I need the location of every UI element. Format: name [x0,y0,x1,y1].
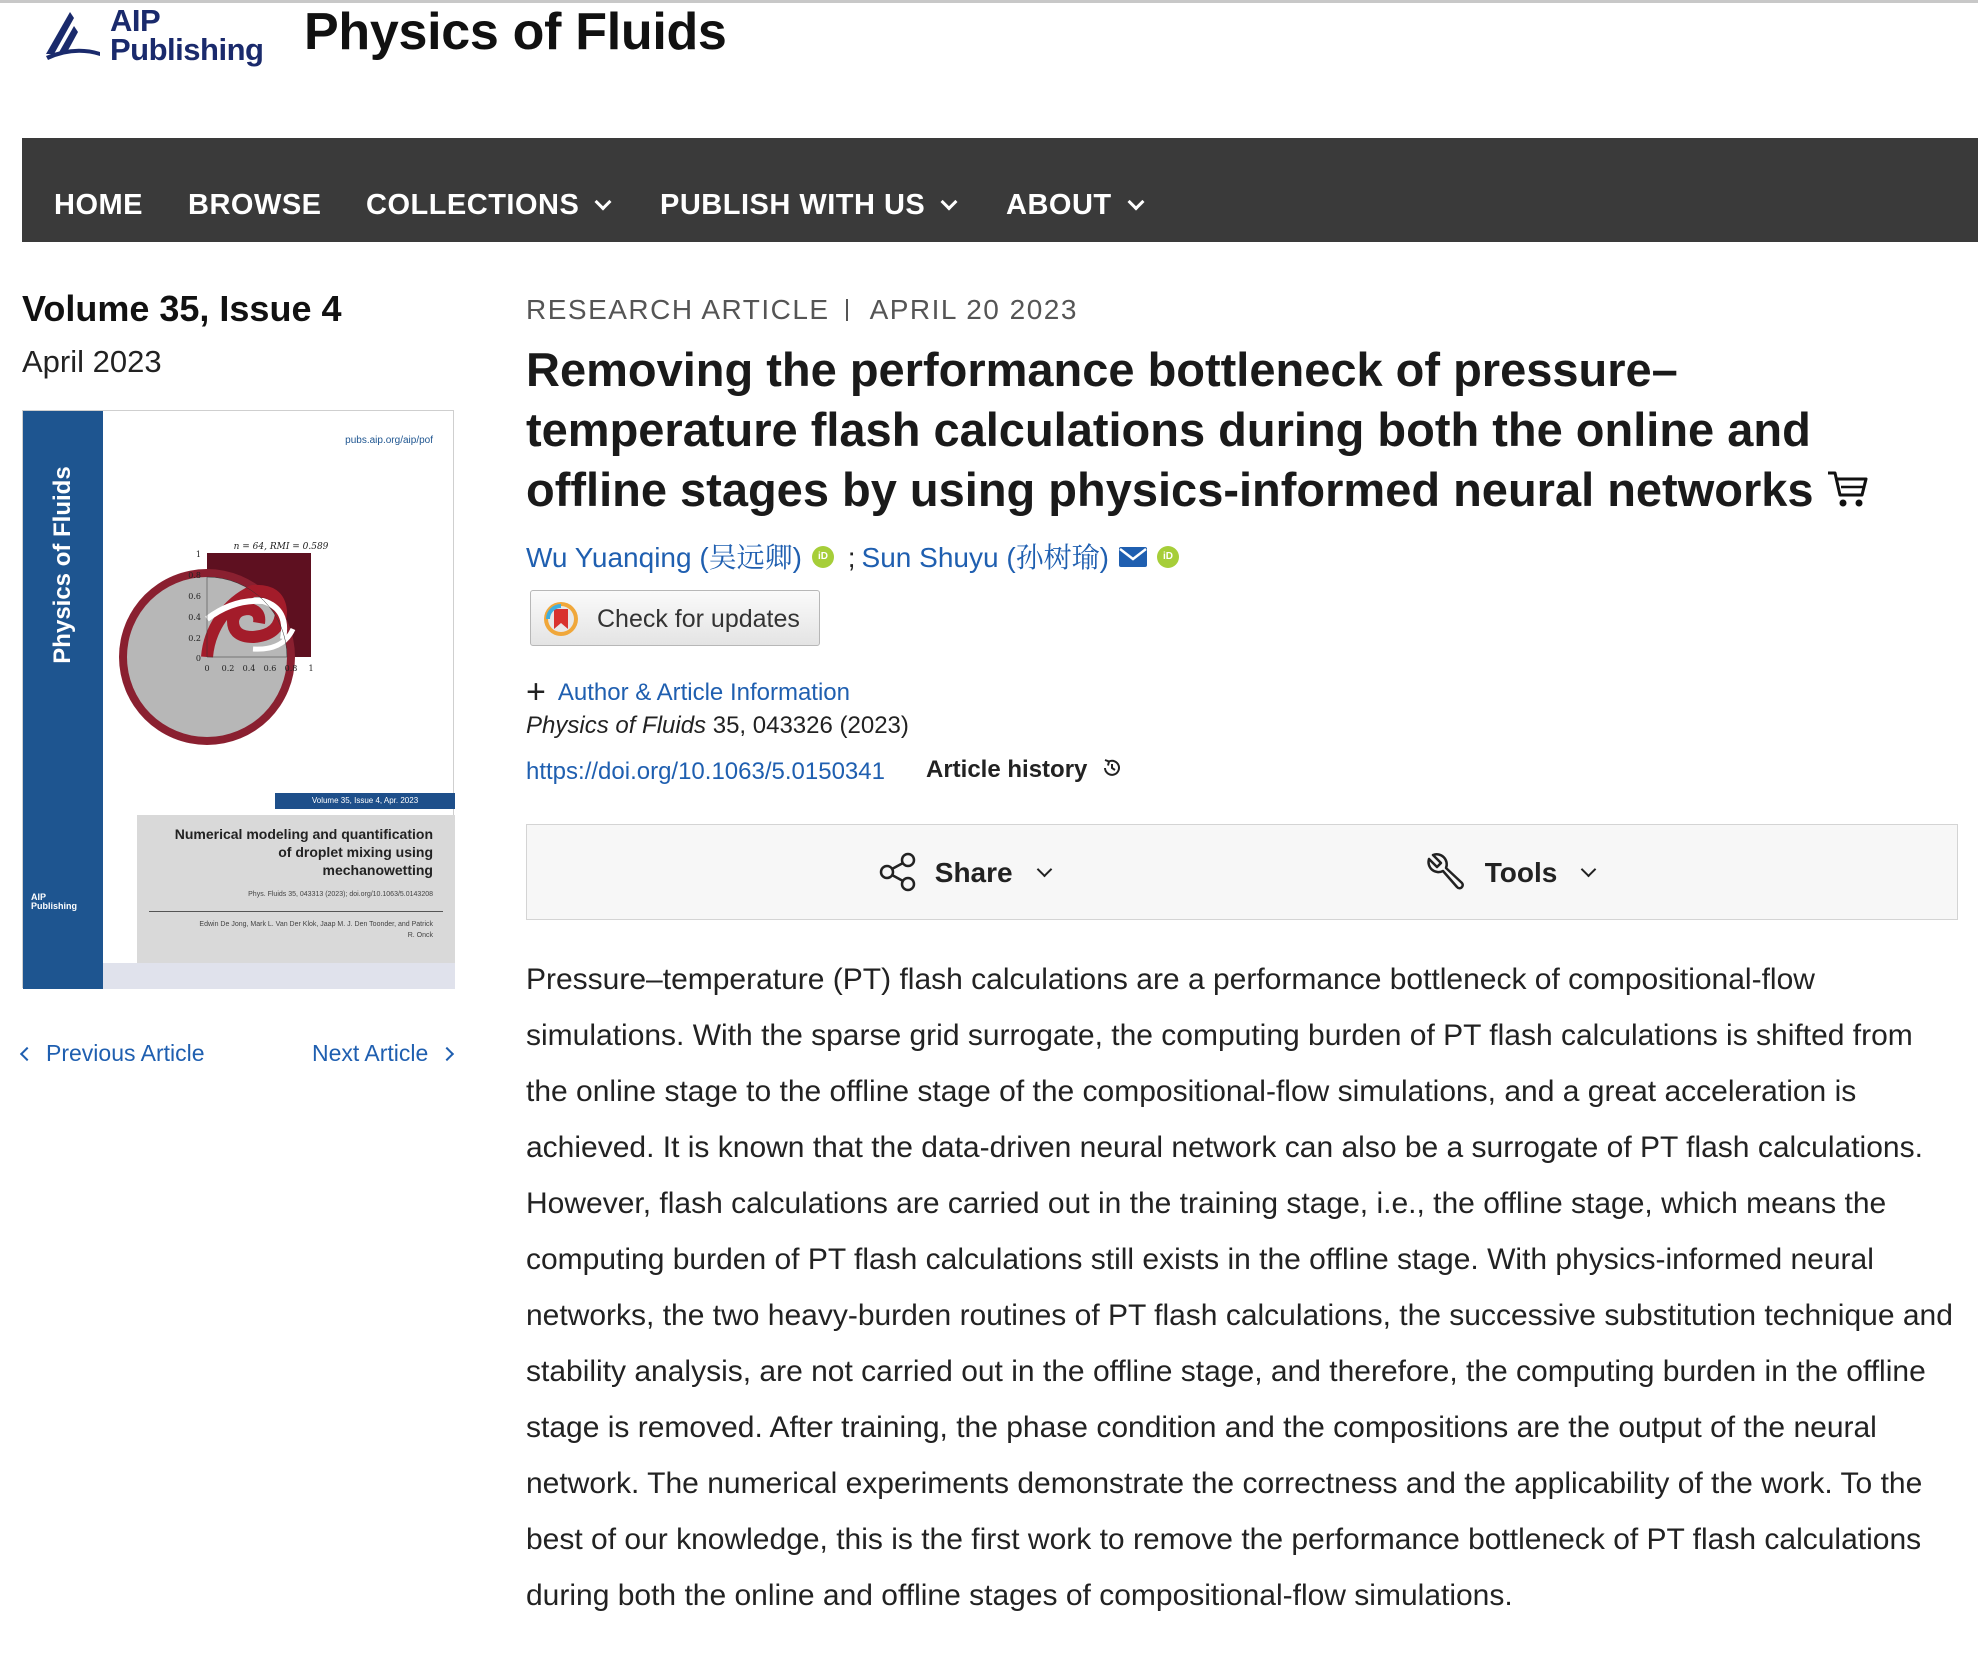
author-link-sun[interactable]: Sun Shuyu (孙树瑜) [861,542,1109,573]
xtick-label: 0.2 [221,664,235,673]
next-article-link[interactable] [312,1040,452,1067]
orcid-icon[interactable]: iD [812,546,834,568]
cover-url: pubs.aip.org/aip/pof [345,435,433,446]
meta-separator [846,299,848,321]
cover-spine-logo [31,893,77,911]
article-date: APRIL 20 2023 [869,294,1078,325]
article-title [526,340,1946,520]
nav-home-label: HOME [54,189,143,221]
ytick-label: 0.2 [188,634,201,643]
doi-link[interactable]: https://doi.org/10.1063/5.0150341 [526,758,885,785]
crossmark-icon [543,601,579,637]
previous-article-link[interactable] [22,1040,205,1067]
ytick-label: 0 [195,654,201,663]
chevron-down-icon [1581,862,1597,878]
chevron-left-icon [20,1047,34,1061]
chevron-down-icon [1127,194,1144,211]
top-border [0,0,1978,3]
cover-spine-title: Physics of Fluids [49,466,76,664]
chevron-down-icon [595,194,612,211]
xtick-label: 0.4 [242,664,256,673]
share-icon [877,851,919,893]
nav-publish-with-us[interactable] [660,138,955,242]
cover-figure [188,539,363,679]
cover-feature-cite: Phys. Fluids 35, 043313 (2023); doi.org/10.1063/5.0143208 [248,891,433,898]
nav-collections[interactable] [366,138,609,242]
logo-text [110,3,264,67]
cover-feature-box [137,815,455,963]
tools-button[interactable] [1425,851,1594,895]
cover-spine [23,411,103,989]
xtick-label: 0.8 [284,664,298,673]
nav-publish-label: PUBLISH WITH US [660,189,926,221]
nav-about-label: ABOUT [1006,189,1112,221]
next-article-label: Next Article [312,1040,429,1066]
ytick-label: 0.8 [188,571,201,580]
cover-divider [149,911,443,912]
cover-bottom-band [103,963,455,989]
author-separator: ; [847,542,856,573]
article-history-toggle[interactable] [926,756,1123,784]
tools-label: Tools [1484,857,1558,888]
article-meta [526,294,1078,326]
author-info-label: Author & Article Information [557,679,850,706]
nav-about[interactable] [1006,138,1142,242]
main-nav [22,138,1978,242]
xtick-label: 1 [308,664,314,673]
share-button[interactable] [877,851,1050,895]
cover-feature-title: Numerical modeling and quantification of droplet mixing using mechanowetting [174,826,433,878]
xtick-label: 0 [204,664,210,673]
citation-details: 35, 043326 (2023) [706,712,909,739]
plus-icon: + [526,673,546,711]
wrench-icon [1425,851,1467,893]
logo-line-aip: AIP [110,3,161,38]
check-for-updates-label: Check for updates [597,605,800,633]
ytick-label: 0.4 [188,613,201,622]
author-link-wu[interactable]: Wu Yuanqing (吴远卿) [526,542,802,573]
aip-logo-icon [44,8,102,60]
abstract-text: Pressure–temperature (PT) flash calculations are a performance bottleneck of compositional-flow simulations. With the sparse grid surrogate, the computing burden of PT flash calculations is shifted from the online stage to the offline stage of the compositional-flow simulations, and a great acceleration is achieved. It is known that the data-driven neural network can also be a surrogate of PT flash calculations. However, flash calculations are carried out in the training stage, i.e., the offline stage, which means the computing burden of PT flash calculations still exists in the offline stage. With physics-informed neural networks, the two heavy-burden routines of PT flash calculations, the successive substitution technique and stability analysis, are not carried out in the offline stage, and therefore, the computing burden in the offline stage is removed. After training, the phase condition and the compositions are the output of the neural network. The numerical experiments demonstrate the correctness and the applicability of the work. To the best of our knowledge, this is the first work to remove the performance bottleneck of PT flash calculations during both the online and offline stages of compositional-flow simulations. [526,963,1953,1612]
nav-home[interactable] [54,138,143,242]
aip-publishing-logo[interactable] [44,4,264,68]
cover-logo-aip: AIP [31,892,47,902]
article-title-text: Removing the performance bottleneck of pressure–temperature flash calculations during both the online and offline stages by using physics-informed neural networks [526,343,1814,516]
cover-feature-authors: Edwin De Jong, Mark L. Van Der Klok, Jaap M. J. Den Toonder, and Patrick R. Onck [199,921,433,939]
issue-cover-image[interactable] [22,410,454,988]
citation-journal: Physics of Fluids [526,712,707,739]
journal-title[interactable]: Physics of Fluids [304,3,727,61]
chevron-down-icon [941,194,958,211]
email-icon[interactable] [1119,547,1147,567]
nav-browse-label: BROWSE [188,189,322,221]
article-history-label: Article history [926,756,1088,783]
author-list [526,536,1179,576]
issue-date: April 2023 [22,344,162,379]
history-icon [1101,757,1123,779]
ytick-label: 1 [195,550,201,559]
cover-logo-publishing: Publishing [31,901,77,911]
author-article-info-toggle[interactable] [526,670,850,709]
article-toolbar [526,824,1958,920]
logo-line-publishing: Publishing [110,32,264,67]
article-type: RESEARCH ARTICLE [526,294,830,325]
cover-plot-label: n = 64, RMI = 0.589 [233,542,329,552]
nav-browse[interactable] [188,138,322,242]
cover-issue-strip: Volume 35, Issue 4, Apr. 2023 [275,793,455,809]
orcid-icon[interactable]: iD [1157,546,1179,568]
cart-icon[interactable] [1826,469,1870,511]
share-label: Share [934,857,1013,888]
issue-title[interactable]: Volume 35, Issue 4 [22,288,342,329]
chevron-right-icon [440,1047,454,1061]
nav-collections-label: COLLECTIONS [366,189,580,221]
citation [526,712,909,740]
ytick-label: 0.6 [188,592,201,601]
previous-article-label: Previous Article [46,1040,205,1066]
xtick-label: 0.6 [263,664,277,673]
chevron-down-icon [1036,862,1052,878]
check-for-updates-button[interactable] [530,590,820,646]
